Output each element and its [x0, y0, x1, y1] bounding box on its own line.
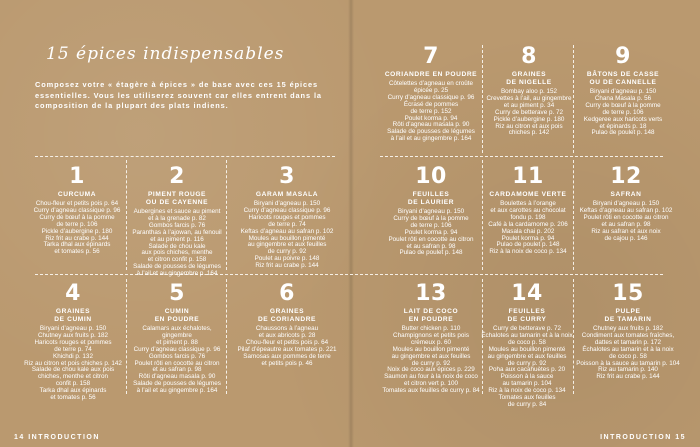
recipe-item: Biryani d’agneau p. 150 [592, 200, 660, 207]
recipe-item: au gingembre et aux feuilles [247, 241, 327, 249]
spice-cell-4 [24, 283, 122, 402]
recipe-item: Curry d’agneau classique p. 96 [387, 93, 475, 101]
recipe-item: Poulet korma p. 94 [404, 114, 458, 122]
recipe-item: et piment p. 88 [156, 338, 198, 346]
recipe-item: Riz à la noix de coco p. 134 [489, 248, 567, 256]
recipe-list [24, 326, 122, 402]
spice-name: SAFRAN [610, 191, 642, 198]
spice-cell-10 [382, 166, 480, 257]
recipe-item: Pulao de poulet p. 148 [591, 129, 655, 137]
recipe-item: de curry p. 84 [507, 400, 547, 408]
recipe-item: Tomates aux feuilles [498, 394, 556, 402]
recipe-item: Riz frit au crabe p. 144 [596, 373, 660, 381]
spice-name: GRAINES DE CUMIN [54, 308, 92, 323]
spice-number: 2 [169, 164, 185, 189]
recipe-item: Chaussons à l’agneau [255, 325, 319, 332]
recipe-list [128, 326, 226, 395]
spice-cell-5 [128, 283, 226, 395]
recipe-list [576, 326, 680, 381]
recipe-item: et tomates p. 56 [50, 394, 96, 402]
recipe-item: de terre p. 106 [602, 108, 644, 116]
recipe-item: Haricots rouges et pommes [34, 338, 112, 346]
recipe-item: Salade de chou kale aux pois [31, 366, 115, 374]
spice-cell-1 [28, 166, 126, 256]
recipe-list [128, 209, 226, 278]
recipe-item: Pickle d’aubergine p. 180 [493, 115, 565, 123]
intro-paragraph: Composez votre « étagère à épices » de base avec ces 15 épices essentielles. Vous les utiliserez souvent car elles entrent dans la composition de la plupart des plats indiens. [35, 80, 322, 110]
spice-name: CURCUMA [57, 191, 97, 198]
recipe-item: chiches, menthe et citron [37, 373, 108, 381]
recipe-item: Gombos farcis p. 76 [148, 352, 206, 360]
recipe-item: Crevettes à l’ail, au gingembre [486, 94, 572, 102]
recipe-item: de cajou p. 146 [604, 234, 648, 242]
recipe-item: et au safran p. 98 [406, 242, 456, 250]
recipe-item: Bombay aloo p. 152 [500, 88, 557, 95]
spice-name: CARDAMOME VERTE [489, 191, 567, 198]
recipe-item: Biryani d’agneau p. 150 [253, 200, 321, 207]
recipe-item: Salade de chou kale [148, 242, 206, 250]
recipe-item: Pulao de poulet p. 148 [399, 249, 463, 257]
recipe-list [232, 326, 342, 367]
recipe-item: Gombos farcis p. 76 [148, 221, 206, 229]
recipe-item: et citron vert p. 100 [404, 380, 458, 388]
recipe-item: Riz frit au crabe p. 144 [45, 234, 109, 242]
recipe-item: Salade de pousses de légumes [133, 263, 221, 271]
recipe-item: Curry de betterave p. 72 [493, 325, 561, 332]
spice-number: 4 [65, 281, 81, 306]
recipe-item: Curry de betterave p. 72 [495, 108, 563, 116]
recipe-item: Riz au safran et aux noix [591, 227, 661, 235]
recipe-item: Pickle d’aubergine p. 180 [41, 227, 113, 235]
recipe-item: Curry d’agneau classique p. 96 [33, 206, 121, 214]
spice-name: GARAM MASALA [255, 191, 319, 198]
spice-cell-12 [576, 166, 676, 242]
recipe-item: fondu p. 198 [510, 213, 546, 221]
spice-number: 5 [169, 281, 185, 306]
recipe-item: et épinards p. 18 [599, 122, 647, 130]
spice-number: 13 [415, 281, 447, 306]
recipe-item: de terre p. 74 [54, 345, 92, 353]
recipe-item: Tarka dhal aux épinards [43, 241, 111, 249]
spice-cell-6 [232, 283, 342, 367]
recipe-item: Échalotes au tamarin et à la noix [481, 331, 573, 339]
recipe-item: de curry p. 92 [267, 248, 307, 256]
recipe-item: Keftas d’agneau au safran p. 102 [579, 206, 673, 214]
recipe-item: confit p. 158 [55, 380, 91, 388]
recipe-item: Pilaf d’épeautre aux tomates p. 221 [237, 345, 337, 353]
recipe-item: Kedgeree aux haricots verts [583, 115, 663, 123]
spice-name: PIMENT ROUGE OU DE CAYENNE [145, 191, 209, 206]
grid-divider-v [126, 160, 127, 270]
grid-divider-v [226, 160, 227, 270]
recipe-item: Rôti d’agneau masala p. 90 [138, 373, 216, 381]
recipe-item: Samosas aux pommes de terre [243, 352, 331, 360]
spice-number: 6 [279, 281, 295, 306]
recipe-item: et tomates p. 56 [54, 248, 100, 256]
recipe-item: et aux carottes au chocolat [490, 206, 566, 214]
recipe-item: et aux abricots p. 28 [258, 331, 316, 339]
recipe-item: gingembre [162, 331, 192, 339]
page-gutter [348, 0, 354, 447]
recipe-item: Butter chicken p. 110 [401, 325, 461, 332]
recipe-item: au tamarin p. 104 [502, 380, 552, 388]
recipe-item: Chutney aux fruits p. 182 [37, 331, 108, 339]
recipe-item: Salade de pousses de légumes [133, 380, 221, 388]
recipe-item: de curry p. 92 [411, 359, 451, 367]
spice-cell-15 [576, 283, 680, 381]
recipe-item: Biryani d’agneau p. 150 [589, 88, 657, 95]
recipe-item: chiches p. 142 [508, 129, 550, 137]
spice-name: PULPE DE TAMARIN [604, 308, 652, 323]
recipe-item: Curry de bœuf à la pomme [585, 101, 661, 109]
recipe-item: Boulettes à l’orange [500, 200, 556, 207]
spice-name: LAIT DE COCO EN POUDRE [403, 308, 459, 323]
recipe-item: aux pois chiches, menthe [141, 249, 213, 257]
recipe-item: Masala chai p. 202 [501, 227, 555, 235]
recipe-item: Tarka dhal aux épinards [39, 387, 107, 395]
recipe-list [576, 201, 676, 242]
spice-cell-9 [574, 46, 672, 137]
spice-number: 8 [521, 44, 537, 69]
recipe-item: Keftas d’agneau au safran p. 102 [240, 227, 334, 235]
recipe-item: Échalotes au tamarin et à la noix [582, 345, 674, 353]
spice-name: BÂTONS DE CASSE OU DE CANNELLE [586, 71, 660, 86]
recipe-item: Salade de pousses de légumes [387, 128, 475, 136]
recipe-item: Saumon au four à la noix de coco [384, 373, 478, 381]
recipe-item: Riz frit au crabe p. 144 [255, 262, 319, 270]
recipe-list [480, 89, 578, 137]
recipe-item: Tomates aux feuilles de curry p. 84 [382, 387, 480, 395]
recipe-item: Haricots rouges et pommes [248, 213, 326, 221]
recipe-item: au gingembre et aux feuilles [487, 352, 567, 360]
recipe-item: Calamars aux échalotes, [142, 325, 212, 332]
recipe-item: Chutney aux fruits p. 182 [592, 325, 663, 332]
recipe-item: Paranthas à l’ajowan, au fenouil [132, 228, 222, 236]
recipe-item: Chou-fleur et petits pois p. 64 [35, 200, 119, 207]
grid-divider-v [226, 279, 227, 394]
recipe-item: Riz à la noix de coco p. 134 [488, 387, 566, 395]
page-footer-right: INTRODUCTION 15 [600, 434, 686, 441]
recipe-item: Rôti d’agneau masala p. 90 [392, 121, 470, 129]
recipe-item: et petits pois p. 46 [261, 359, 313, 367]
recipe-item: dattes et tamarin p. 172 [594, 338, 662, 346]
recipe-item: Moules au bouillon pimenté [392, 345, 470, 353]
recipe-item: Riz au tamarin p. 140 [598, 366, 658, 374]
recipe-item: à l’ail et au gingembre p. 164 [136, 387, 218, 395]
recipe-item: de terre p. 106 [56, 220, 98, 228]
page-title: 15 épices indispensables [46, 44, 285, 64]
recipe-item: épicée p. 25 [413, 86, 449, 94]
spice-name: FEUILLES DE LAURIER [407, 191, 455, 206]
recipe-item: de terre p. 152 [410, 107, 452, 115]
recipe-item: Curry de bœuf à la pomme [393, 214, 469, 222]
recipe-item: de curry p. 92 [507, 359, 547, 367]
spice-number: 10 [415, 164, 447, 189]
recipe-item: Poisson à la sauce [500, 373, 554, 381]
spice-name: GRAINES DE NIGELLE [506, 71, 552, 86]
spice-cell-3 [233, 166, 341, 270]
recipe-list [376, 326, 486, 395]
spice-number: 11 [512, 164, 544, 189]
page-footer-left: 14 INTRODUCTION [14, 434, 100, 441]
spice-number: 14 [511, 281, 543, 306]
recipe-item: Biryani d’agneau p. 150 [397, 208, 465, 215]
grid-divider-top-right [380, 156, 663, 157]
recipe-item: crémeux p. 60 [411, 338, 451, 346]
recipe-item: et au piment p. 34 [503, 101, 555, 109]
recipe-item: Riz au citron et pois chiches p. 142 [24, 359, 122, 367]
spice-name: CUMIN EN POUDRE [154, 308, 200, 323]
recipe-list [479, 201, 577, 256]
recipe-item: à l’ail et au gingembre p. 164 [390, 135, 472, 143]
recipe-item: Moules au bouillon pimenté [488, 345, 566, 353]
recipe-item: Poulet rôti en cocotte au citron [134, 359, 220, 367]
spice-name: FEUILLES DE CURRY [507, 308, 547, 323]
recipe-item: Poha aux cacahuètes p. 20 [488, 366, 566, 374]
spice-number: 3 [279, 164, 295, 189]
spice-number: 1 [69, 164, 85, 189]
recipe-item: Aubergines et sauce au piment [133, 208, 221, 215]
grid-divider-top-left [35, 156, 335, 157]
grid-divider-v [126, 279, 127, 394]
recipe-item: Curry de bœuf à la pomme [39, 213, 115, 221]
recipe-item: Condiment aux tomates fraîches, [581, 331, 675, 339]
spice-cell-7 [382, 46, 480, 143]
recipe-item: Pulao de poulet p. 148 [496, 241, 560, 249]
spice-name: CORIANDRE EN POUDRE [384, 71, 478, 78]
spice-number: 7 [423, 44, 439, 69]
spice-number: 15 [612, 281, 644, 306]
recipe-item: de coco p. 58 [609, 352, 647, 360]
recipe-item: Riz au citron et aux pois [495, 122, 563, 130]
recipe-item: Poulet korma p. 94 [404, 228, 458, 236]
spice-cell-8 [480, 46, 578, 137]
recipe-item: au gingembre et aux feuilles [391, 352, 471, 360]
spice-cell-13 [376, 283, 486, 395]
spice-cell-11 [479, 166, 577, 256]
recipe-item: Poulet korma p. 94 [501, 234, 555, 242]
recipe-item: Écrasé de pommes [403, 100, 459, 108]
recipe-item: et citron confit p. 158 [147, 256, 207, 264]
recipe-item: Biryani d’agneau p. 150 [39, 325, 107, 332]
recipe-item: Côtelettes d’agneau en croûte [388, 80, 474, 87]
recipe-list [28, 201, 126, 256]
recipe-item: Poulet rôti en cocotte au citron [388, 235, 474, 243]
recipe-item: Poisson à la sauce au tamarin p. 104 [576, 359, 680, 367]
recipe-item: de terre p. 74 [268, 220, 306, 228]
recipe-item: Poulet rôti en cocotte au citron [583, 213, 669, 221]
recipe-item: Curry d’agneau classique p. 96 [133, 345, 221, 353]
recipe-item: Khichdi p. 132 [53, 352, 93, 360]
recipe-item: et au piment p. 116 [150, 235, 204, 243]
recipe-list [478, 326, 576, 409]
recipe-item: à l’ail et au gingembre p. 164 [136, 270, 218, 278]
recipe-item: Chana Masala p. 56 [594, 94, 652, 102]
spice-cell-2 [128, 166, 226, 278]
recipe-item: et au safran p. 98 [152, 366, 202, 374]
spice-cell-14 [478, 283, 576, 409]
spice-number: 12 [610, 164, 642, 189]
recipe-item: Moules au bouillon pimenté [248, 234, 326, 242]
recipe-item: et au safran p. 98 [601, 220, 651, 228]
recipe-list [382, 209, 480, 257]
spice-number: 9 [615, 44, 631, 69]
recipe-item: Champignons et petits pois [393, 331, 469, 339]
recipe-item: et à la grenade p. 82 [148, 214, 206, 222]
recipe-item: de coco p. 58 [508, 338, 546, 346]
recipe-item: de terre p. 106 [410, 221, 452, 229]
spice-name: GRAINES DE CORIANDRE [257, 308, 317, 323]
recipe-item: Café à la cardamome p. 206 [488, 220, 568, 228]
recipe-item: Curry d’agneau classique p. 96 [243, 206, 331, 214]
recipe-item: Poulet au poivre p. 148 [254, 255, 320, 263]
recipe-list [382, 81, 480, 143]
recipe-list [233, 201, 341, 270]
recipe-item: Noix de coco aux épices p. 229 [387, 366, 475, 374]
recipe-item: Chou-fleur et petits pois p. 64 [245, 338, 329, 346]
recipe-list [574, 89, 672, 137]
